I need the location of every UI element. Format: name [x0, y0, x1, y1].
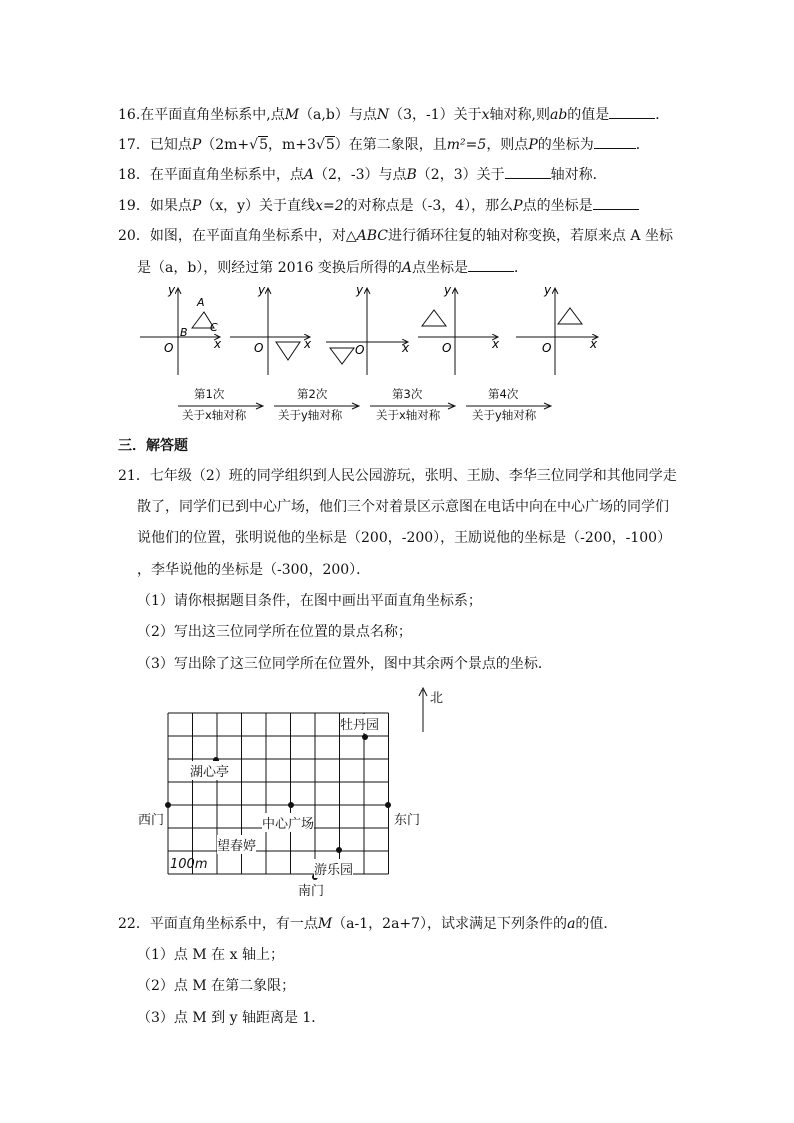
step-4-label: 第4次 — [488, 387, 519, 401]
answer-blank[interactable] — [609, 104, 655, 119]
scale-label: 100m — [170, 857, 208, 872]
q20-point-a: A — [401, 260, 412, 276]
north-arrow-icon — [416, 686, 430, 734]
wangchun-pavilion-label: 望春婷 — [217, 835, 256, 854]
panel-step-2 — [326, 283, 410, 375]
q19-point-p2: P — [513, 198, 523, 214]
answer-blank[interactable] — [505, 164, 551, 179]
q19-point-p: P — [191, 198, 202, 214]
q20-text-2b: 点坐标是 — [411, 260, 468, 276]
step-2-desc: 关于y轴对称 — [278, 408, 343, 422]
q18-point-b: B — [406, 167, 417, 183]
q19-text-c1: （x，y）关于直线 — [201, 198, 316, 214]
q22-var-a: a — [567, 916, 576, 932]
south-gate-label: 南门 — [298, 880, 324, 899]
amusement-park-label: 游乐园 — [314, 859, 353, 878]
q22-sub-1: （1）点 M 在 x 轴上； — [137, 947, 284, 963]
q20-text-1b: 进行循环往复的轴对称变换，若原来点 A 坐标 — [387, 228, 673, 244]
q20-tail: ． — [513, 260, 528, 276]
point-a-label: A — [197, 296, 205, 309]
q19-tail: 点的坐标是 — [522, 198, 593, 214]
y-label: y — [544, 283, 552, 297]
section-heading: 三．解答题 — [118, 438, 188, 454]
q19-text-c2: 的对称点是（-3，4），那么 — [343, 198, 514, 214]
q16-text-mid: 与点 — [348, 107, 377, 123]
question-17 — [118, 134, 650, 155]
q22-tail: 的值． — [575, 916, 618, 932]
panel-step-4 — [516, 283, 598, 375]
q21-sub-1: （1）请你根据题目条件，在图中画出平面直角坐标系； — [137, 593, 482, 609]
map-grid — [168, 713, 389, 874]
q17-text-a3: ）在第二象限，且 — [334, 137, 447, 153]
q17-point-p: P — [191, 137, 202, 153]
q18-coords-a: （2，-3）与点 — [313, 167, 407, 183]
question-18 — [118, 164, 607, 185]
q17-tail: ． — [635, 137, 650, 153]
q18-tail: 轴对称． — [550, 167, 607, 183]
answer-blank[interactable] — [594, 134, 636, 149]
answer-blank[interactable] — [468, 257, 514, 272]
q20-triangle: △ABC — [345, 228, 388, 244]
answer-blank[interactable] — [593, 195, 639, 210]
question-20-line2 — [137, 257, 528, 278]
q16-ab: ab — [549, 107, 568, 123]
q21-line-2: 散了，同学们已到中心广场，他们三个对着景区示意图在电话中向在中心广场的同学们 — [137, 499, 669, 515]
x-label: x — [304, 337, 312, 351]
y-label: y — [444, 283, 452, 297]
q20-text-1: 20．如图，在平面直角坐标系中，对 — [118, 228, 346, 244]
step-3-label: 第3次 — [392, 387, 423, 401]
q16-x: x — [481, 107, 490, 123]
x-label: x — [214, 337, 222, 351]
q16-coords-m: （a,b） — [299, 107, 349, 123]
panel-original — [140, 283, 222, 375]
origin-label: O — [542, 341, 552, 355]
q21-line-1: 21．七年级（2）班的同学组织到人民公园游玩，张明、王励、李华三位同学和其他同学走 — [118, 468, 677, 484]
peony-garden-dot — [362, 734, 368, 740]
point-c-label: C — [210, 321, 218, 334]
step-1-desc: 关于x轴对称 — [182, 408, 247, 422]
step-1-label: 第1次 — [194, 387, 225, 401]
q20-text-2: 是（a，b），则经过第 2016 变换后所得的 — [137, 260, 402, 276]
q22-point-m: M — [317, 916, 333, 932]
x-label: x — [492, 337, 500, 351]
panel-step-1 — [230, 283, 312, 375]
sqrt-icon: √ — [249, 137, 259, 153]
q21-sub-3: （3）写出除了这三位同学所在位置外，图中其余两个景点的坐标． — [137, 656, 552, 672]
q22-coords: （a-1，2a+7），试求满足下列条件的 — [332, 916, 568, 932]
step-4-desc: 关于y轴对称 — [472, 408, 537, 422]
panel-step-3 — [418, 283, 500, 375]
sqrt-icon: √ — [315, 137, 325, 153]
y-label: y — [356, 283, 364, 297]
q16-text-post: 轴对称,则 — [489, 107, 550, 123]
central-square-dot — [288, 802, 294, 808]
q22-sub-3: （3）点 M 到 y 轴距离是 1． — [137, 1010, 326, 1026]
q17-text-a5: 的坐标为 — [537, 137, 594, 153]
amusement-park-dot — [336, 847, 342, 853]
q17-text-a2: ，m+3 — [268, 137, 316, 153]
y-label: y — [258, 283, 266, 297]
q16-point-m: M — [284, 107, 300, 123]
q16-text-about: 关于 — [453, 107, 482, 123]
x-label: x — [590, 337, 598, 351]
question-20-line1 — [118, 226, 673, 246]
triangle-step2 — [330, 348, 354, 364]
q18-point-a: A — [303, 167, 314, 183]
y-label: y — [168, 283, 176, 297]
q17-text: 17．已知点 — [118, 137, 192, 153]
q17-m-squared: m²=5 — [446, 137, 487, 153]
q17-radicand-1: 5 — [259, 137, 269, 153]
peony-garden-label: 牡丹园 — [340, 714, 379, 733]
east-gate-label: 东门 — [394, 809, 420, 828]
q21-sub-2: （2）写出这三位同学所在位置的景点名称； — [137, 624, 412, 640]
q22-text: 22．平面直角坐标系中，有一点 — [118, 916, 318, 932]
q18-coords-b: （2，3）关于 — [416, 167, 505, 183]
triangle-step4 — [558, 308, 582, 324]
q21-line-4: ，李华说他的坐标是（-300，200）． — [137, 562, 371, 578]
question-22 — [118, 914, 617, 934]
lake-pavilion-label: 湖心亭 — [190, 761, 229, 780]
step-2-label: 第2次 — [297, 387, 328, 401]
q16-tail: ． — [655, 107, 670, 123]
triangle-step3 — [422, 310, 446, 326]
west-gate-label: 西门 — [138, 809, 164, 828]
x-label: x — [402, 341, 410, 355]
q19-line-eq: x=2 — [315, 198, 344, 214]
q17-radicand-2: 5 — [325, 137, 335, 153]
origin-label: O — [355, 343, 365, 357]
transform-figure — [130, 280, 610, 380]
q22-sub-2: （2）点 M 在第二象限； — [137, 978, 296, 994]
origin-label: O — [164, 341, 174, 355]
point-b-label: B — [180, 326, 188, 339]
question-19 — [118, 195, 639, 216]
question-16 — [118, 104, 669, 125]
north-label: 北 — [430, 687, 443, 706]
q16-point-n: N — [376, 107, 390, 123]
central-square-label: 中心广场 — [262, 813, 314, 832]
origin-label: O — [254, 341, 264, 355]
q17-text-a4: ，则点 — [486, 137, 529, 153]
q19-text: 19．如果点 — [118, 198, 192, 214]
q16-text-end: 的值是 — [567, 107, 610, 123]
q17-text-a1: （2m+ — [201, 137, 250, 153]
step-3-desc: 关于x轴对称 — [376, 408, 441, 422]
q17-point-p2: P — [528, 137, 538, 153]
east-gate-dot — [385, 802, 391, 808]
q16-coords-n: （3，-1） — [389, 107, 454, 123]
q18-text: 18．在平面直角坐标系中，点 — [118, 167, 304, 183]
west-gate-dot — [165, 802, 171, 808]
q21-line-3: 说他们的位置，张明说他的坐标是（200，-200），王励说他的坐标是（-200，-100） — [137, 530, 672, 546]
triangle-step1 — [276, 342, 300, 360]
origin-label: O — [442, 341, 452, 355]
q16-text: 16.在平面直角坐标系中,点 — [118, 107, 285, 123]
